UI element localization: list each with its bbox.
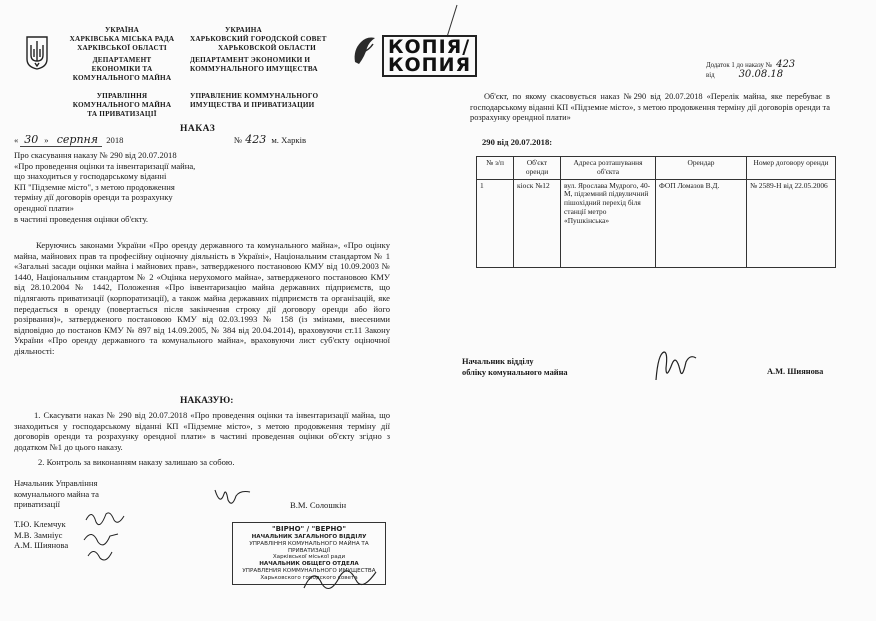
table-header: Номер договору оренди [747, 157, 836, 180]
appendix-signatory-title [462, 357, 568, 378]
subject-line: орендної плати» [14, 202, 74, 213]
certify-stamp-line: УПРАВЛЕНИЯ КОММУНАЛЬНОГО ИМУЩЕСТВА [242, 567, 376, 574]
appendix-signature-icon [652, 346, 698, 384]
subject-line: що знаходиться у господарському віданні [14, 171, 167, 182]
subject-line: «Про проведення оцінки та інвентаризації майна, [14, 160, 196, 171]
scribble-mark [445, 4, 459, 38]
order-word: НАКАЗУЮ: [180, 396, 234, 406]
appendix-label: Додаток 1 до наказу № [706, 62, 773, 69]
header-left-line: ЕКОНОМІКИ ТА [91, 65, 153, 73]
date-month: серпня [56, 133, 99, 146]
header-right-line: ДЕПАРТАМЕНТ ЭКОНОМИКИ И [190, 56, 311, 64]
order-preamble: Керуючись законами України «Про оренду державного та комунального майна», «Про оцінку майна, майнових прав та професійну оціночну діяльність в Україні», Національним стандартом № 1 «Загальні засади оцінки майна і майнових прав», затвердженого постановою КМУ від 10.09.2003 № 1440, Національним стандартом № 2 «Оцінка нерухомого майна», затвердженого постановою КМУ від 28.10.2004 № 1442, Положення «Про інвентаризацію майна державних підприємств, що підлягають приватизації (корпоратизації), а також майна державних підприємств та організацій, яке передається в оренду (повертається після закінчення строку дії договору оренди або його розірвання)», затвердженого постановою КМУ від 02.03.1993 № 158 (із змінами, внесеними відповідно до постанов КМУ № 897 від 14.09.2005, № 384 від 20.04.2014), враховуючи ст.11 Закону України «Про оренду державного та комунального майна», враховуючи лист суб'єкту оціночної діяльності: [14, 240, 390, 356]
table-cell: № 2589-Н від 22.05.2006 [747, 179, 836, 267]
header-right-line: УПРАВЛЕНИЕ КОММУНАЛЬНОГО [190, 92, 319, 100]
appendix-table [476, 156, 836, 268]
certify-stamp-line: НАЧАЛЬНИК ОБЩЕГО ОТДЕЛА [259, 561, 359, 568]
header-right-line: ХАРЬКОВСКИЙ ГОРОДСКОЙ СОВЕТ [190, 35, 327, 43]
approver-signatures-icon [82, 506, 126, 564]
table-cell: 1 [477, 179, 514, 267]
subject-line: в частині проведення оцінки об'єкту. [14, 213, 149, 224]
subject-line: Про скасування наказу № 290 від 20.07.2018 [14, 150, 177, 160]
header-right-line: ХАРЬКОВСКОЙ ОБЛАСТИ [218, 44, 316, 52]
order-title: НАКАЗ [180, 124, 216, 134]
certify-stamp-line: Харківської міської ради [272, 554, 346, 561]
certify-stamp-line: НАЧАЛЬНИК ЗАГАЛЬНОГО ВІДДІЛУ [251, 534, 367, 540]
appendix-intro: Об'єкт, по якому скасовується наказ №290 від 20.07.2018 «Перелік майна, яке перебуває в господарському віданні КП «Підземне місто», з метою продовження терміну дії договорів оренди та розрахунку орендної плати» [470, 92, 830, 123]
header-left-line: УКРАЇНА [104, 26, 140, 34]
table-cell: вул. Ярослава Мудрого, 40-М, підземний підвуличний пішохідний перехід біля станції метро «Пушкінська» [561, 179, 656, 267]
header-left [58, 26, 186, 119]
copy-stamp-line: КОПИЯ [388, 54, 472, 76]
header-left-line: ТА ПРИВАТИЗАЦІЇ [87, 110, 157, 118]
appendix-signatory-line: обліку комунального майна [462, 367, 568, 377]
table-header: Орендар [656, 157, 747, 180]
table-header-row [477, 157, 836, 180]
certify-stamp-line: Харьковского городского совета [260, 574, 358, 581]
header-right-line: УКРАИНА [225, 26, 262, 34]
table-row [477, 179, 836, 267]
appendix-date-label: від [706, 72, 715, 79]
appendix-date: 30.08.18 [738, 69, 784, 80]
table-cell: кіоск №12 [514, 179, 561, 267]
header-left-line: ХАРКІВСЬКА МІСЬКА РАДА [69, 35, 175, 43]
header-right-line: КОММУНАЛЬНОГО ИМУЩЕСТВА [190, 65, 318, 73]
table-header: Адреса розташування об'єкта [561, 157, 656, 180]
director-signature-icon [212, 486, 252, 512]
date-year: 2018 [106, 135, 124, 145]
appendix-ref [706, 60, 795, 80]
order-number: 423 [245, 133, 267, 146]
header-left-line: ХАРКІВСЬКОЇ ОБЛАСТІ [77, 44, 167, 52]
approver-name: М.В. Замніус [14, 529, 63, 540]
order-number-prefix: № [234, 135, 243, 145]
certify-signature-icon [300, 558, 380, 598]
table-header: № з/п [477, 157, 514, 180]
appendix-signatory-name: А.М. Шиянова [767, 367, 824, 376]
signatory-name: В.М. Солошкін [290, 500, 347, 510]
copy-stamp-line: КОПІЯ/ [388, 36, 471, 58]
date-close-quote: » [44, 135, 49, 145]
signatory-title-line: комунального майна та [14, 488, 99, 499]
approver-name: Т.Ю. Клемчук [14, 519, 66, 529]
horn-emblem-icon [351, 32, 379, 68]
signatory-title-line: приватизації [14, 499, 60, 510]
order-item-2: 2. Контроль за виконанням наказу залишаю за собою. [38, 457, 235, 467]
table-cell: ФОП Ломазов В.Д. [656, 179, 747, 267]
signatory-title [14, 478, 144, 510]
header-left-line: КОМУНАЛЬНОГО МАЙНА [72, 101, 172, 109]
copy-stamp [382, 35, 477, 77]
table-header: Об'єкт оренди [514, 157, 561, 180]
header-right-line: ИМУЩЕСТВА И ПРИВАТИЗАЦИИ [190, 101, 315, 109]
approver-name: А.М. Шиянова [14, 540, 69, 551]
order-subject [14, 150, 254, 224]
order-city: м. Харків [271, 135, 307, 145]
header-left-line: УПРАВЛІННЯ [96, 92, 148, 100]
date-underline [20, 146, 102, 147]
certify-stamp-line: УПРАВЛІННЯ КОМУНАЛЬНОГО МАЙНА ТА ПРИВАТИЗАЦІЇ [249, 540, 369, 554]
subject-line: терміну дії договорів оренди та розрахунку [14, 192, 173, 203]
appendix-number: 423 [776, 59, 796, 70]
appendix-subheading: 290 від 20.07.2018: [482, 137, 553, 147]
signatory-title-line: Начальник Управління [14, 478, 98, 488]
coat-of-arms-icon [25, 35, 49, 71]
header-left-line: КОМУНАЛЬНОГО МАЙНА [72, 74, 172, 82]
date-open-quote: « [14, 135, 19, 145]
header-right [190, 26, 340, 110]
order-item-1: 1. Скасувати наказ № 290 від 20.07.2018 «Про проведення оцінки та інвентаризації майна, що знаходиться у господарському віданні КП «Підземне місто», з метою продовження терміну дії договорів оренди та розрахунку орендної плати» в частині проведення оцінки об'єкту згідно з додатком №1 до цього наказу. [14, 410, 390, 452]
date-day: 30 [24, 133, 39, 146]
appendix-signatory-line: Начальник відділу [462, 357, 534, 366]
header-left-line: ДЕПАРТАМЕНТ [92, 56, 152, 64]
certify-stamp-title: "ВІРНО" / "ВЕРНО" [272, 525, 346, 533]
subject-line: КП "Підземне місто", з метою продовження [14, 181, 175, 192]
